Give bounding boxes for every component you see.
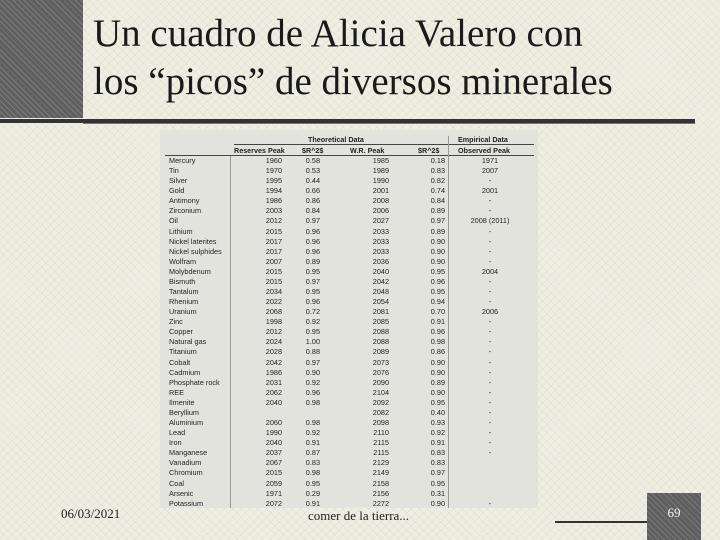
mineral-cell: Lead [169,428,186,438]
reserves-r2-cell: 0.92 [305,377,320,387]
reserves-peak-cell: 1970 [265,166,282,176]
wr-peak-cell: 2054 [372,297,389,307]
observed-peak-cell: 2006 [481,307,499,317]
footer-date: 06/03/2021 [61,506,121,521]
observed-peak-cell: 2008 (2011) [470,216,510,226]
mineral-cell: Wolfram [169,256,197,266]
wr-r2-cell: 0.83 [430,448,445,458]
table-row [160,227,538,237]
reserves-r2-cell: 0.90 [305,367,320,377]
mineral-cell: Ilmenite [169,397,195,407]
footer-text: comer de la tierra... [308,508,410,523]
table-row [160,317,538,327]
wr-peak-cell: 2149 [372,468,389,478]
wr-peak-cell: 2156 [372,488,389,498]
reserves-r2-cell: 0.29 [305,488,320,498]
table-row [160,499,538,508]
col-header-observed-peak: Observed Peak [458,146,510,155]
wr-peak-cell: 2082 [372,407,389,417]
reserves-peak-cell: 2067 [265,458,282,468]
wr-r2-cell: 0.40 [430,407,445,417]
table-row [160,176,538,186]
reserves-peak-cell: 1995 [265,176,282,186]
wr-r2-cell: 0.31 [430,488,445,498]
reserves-peak-cell: 2015 [265,266,282,276]
mineral-cell: Zinc [169,317,183,327]
wr-peak-cell: 2129 [372,458,389,468]
reserves-r2-cell: 0.98 [305,397,320,407]
table-row [160,398,538,408]
table-row [160,186,538,196]
wr-peak-cell: 2076 [372,367,389,377]
reserves-peak-cell: 2012 [265,216,282,226]
wr-r2-cell: 0.90 [430,367,445,377]
reserves-r2-cell: 0.58 [305,156,320,165]
reserves-peak-cell: 1986 [265,367,282,377]
observed-peak-cell: - [488,287,492,297]
observed-peak-cell: - [488,418,492,428]
title-line-2: los “picos” de diversos minerales [93,60,613,103]
table-row [160,237,538,247]
observed-peak-cell: - [488,236,492,246]
wr-peak-cell: 2033 [372,226,389,236]
mineral-cell: Cadmium [169,367,201,377]
wr-peak-cell: 2073 [372,357,389,367]
observed-peak-cell: - [488,196,492,206]
reserves-peak-cell: 2059 [265,478,282,488]
table-row [160,347,538,357]
wr-r2-cell: 0.96 [430,327,445,337]
title-accent-block [0,0,83,118]
wr-peak-cell: 2088 [372,327,389,337]
table-row [160,166,538,176]
reserves-r2-cell: 0.96 [305,246,320,256]
col-header-r2-wr: $R^2$ [418,146,440,155]
reserves-r2-cell: 0.44 [305,176,320,186]
table-row [160,428,538,438]
table-row [160,247,538,257]
wr-r2-cell: 0.90 [430,246,445,256]
wr-r2-cell: 0.94 [430,297,445,307]
wr-peak-cell: 2033 [372,236,389,246]
observed-peak-cell: 2007 [481,166,499,176]
reserves-peak-cell: 2007 [265,256,282,266]
reserves-r2-cell: 0.96 [305,387,320,397]
observed-peak-cell: - [488,206,492,216]
observed-peak-cell: - [488,407,492,417]
table-row [160,438,538,448]
wr-r2-cell: 0.82 [430,176,445,186]
page-number-box [647,493,701,540]
table-row [160,307,538,317]
mineral-cell: Molybdenum [169,266,211,276]
mineral-cell: Tin [169,166,179,176]
reserves-r2-cell: 0.95 [305,266,320,276]
mineral-cell: Silver [169,176,188,186]
reserves-peak-cell: 2012 [265,327,282,337]
reserves-peak-cell: 1990 [265,428,282,438]
observed-peak-cell: - [488,438,492,448]
wr-r2-cell: 0.90 [430,256,445,266]
mineral-cell: Antimony [169,196,200,206]
reserves-peak-cell: 2040 [265,438,282,448]
observed-peak-cell: - [488,176,492,186]
table-row [160,388,538,398]
wr-r2-cell: 0.98 [430,337,445,347]
reserves-r2-cell: 0.86 [305,196,320,206]
mineral-cell: Mercury [169,156,196,165]
table-row [160,468,538,478]
reserves-r2-cell: 0.98 [305,418,320,428]
mineral-cell: Vanadium [169,458,202,468]
minerals-peak-table [160,130,538,508]
wr-peak-cell: 1989 [372,166,389,176]
mineral-cell: Aluminium [169,418,204,428]
reserves-peak-cell: 1998 [265,317,282,327]
mineral-cell: Potassium [169,498,204,508]
reserves-r2-cell: 0.97 [305,357,320,367]
reserves-peak-cell: 2040 [265,397,282,407]
wr-peak-cell: 2089 [372,347,389,357]
wr-peak-cell: 2042 [372,276,389,286]
wr-peak-cell: 2098 [372,418,389,428]
slide-title [93,10,713,106]
mineral-cell: Uranium [169,307,197,317]
wr-r2-cell: 0.89 [430,226,445,236]
observed-peak-cell: 2004 [481,266,499,276]
mineral-cell: Nickel laterites [169,236,217,246]
wr-peak-cell: 2001 [372,186,389,196]
wr-peak-cell: 2092 [372,397,389,407]
mineral-cell: Manganese [169,448,208,458]
wr-peak-cell: 2158 [372,478,389,488]
reserves-r2-cell: 0.92 [305,428,320,438]
table-row [160,287,538,297]
reserves-peak-cell: 2031 [265,377,282,387]
reserves-r2-cell: 0.98 [305,468,320,478]
mineral-cell: Tantalum [169,287,199,297]
table-row [160,257,538,267]
reserves-peak-cell: 2022 [265,297,282,307]
table-row [160,277,538,287]
table-row [160,267,538,277]
reserves-peak-cell: 2072 [265,498,282,508]
reserves-peak-cell: 2015 [265,468,282,478]
reserves-peak-cell: 2028 [265,347,282,357]
reserves-peak-cell: 2062 [265,387,282,397]
wr-peak-cell: 2104 [372,387,389,397]
reserves-r2-cell: 1.00 [305,337,320,347]
reserves-r2-cell: 0.97 [305,276,320,286]
wr-peak-cell: 2272 [372,498,389,508]
wr-r2-cell: 0.90 [430,498,445,508]
observed-peak-cell: - [488,246,492,256]
theoretical-underline [234,144,448,145]
reserves-r2-cell: 0.96 [305,226,320,236]
observed-peak-cell: - [488,327,492,337]
wr-r2-cell: 0.90 [430,387,445,397]
mineral-cell: Arsenic [169,488,194,498]
mineral-cell: Beryllium [169,407,200,417]
wr-r2-cell: 0.74 [430,186,445,196]
reserves-peak-cell: 2015 [265,276,282,286]
wr-peak-cell: 2081 [372,307,389,317]
reserves-r2-cell: 0.89 [305,256,320,266]
wr-peak-cell: 2090 [372,377,389,387]
table-row [160,337,538,347]
wr-r2-cell: 0.86 [430,347,445,357]
mineral-cell: Copper [169,327,193,337]
table-row [160,458,538,468]
wr-r2-cell: 0.93 [430,418,445,428]
wr-peak-cell: 2027 [372,216,389,226]
mineral-cell: Titanium [169,347,197,357]
observed-peak-cell: - [488,347,492,357]
wr-peak-cell: 1985 [372,156,389,165]
wr-peak-cell: 2048 [372,287,389,297]
wr-r2-cell: 0.95 [430,266,445,276]
mineral-cell: Cobalt [169,357,191,367]
wr-r2-cell: 0.92 [430,428,445,438]
mineral-cell: Chromium [169,468,203,478]
col-header-r2-reserves: $R^2$ [302,146,324,155]
mineral-cell: REE [169,387,185,397]
observed-peak-cell: - [488,448,492,458]
reserves-r2-cell: 0.91 [305,498,320,508]
reserves-r2-cell: 0.87 [305,448,320,458]
mineral-cell: Coal [169,478,185,488]
wr-r2-cell: 0.89 [430,206,445,216]
table-row [160,297,538,307]
reserves-r2-cell: 0.95 [305,327,320,337]
title-line-1: Un cuadro de Alicia Valero con [93,12,583,55]
table-row [160,408,538,418]
reserves-r2-cell: 0.53 [305,166,320,176]
mineral-cell: Nickel sulphides [169,246,222,256]
observed-peak-cell: 1971 [481,156,499,165]
empirical-underline [448,144,534,145]
reserves-peak-cell: 1971 [265,488,282,498]
reserves-peak-cell: 2017 [265,246,282,256]
wr-peak-cell: 2040 [372,266,389,276]
wr-r2-cell: 0.18 [430,156,445,165]
table-row [160,378,538,388]
observed-peak-cell: - [488,367,492,377]
wr-r2-cell: 0.83 [430,458,445,468]
wr-r2-cell: 0.89 [430,377,445,387]
observed-peak-cell: - [488,226,492,236]
reserves-peak-cell: 2034 [265,287,282,297]
table-row [160,156,538,166]
observed-peak-cell: - [488,276,492,286]
reserves-peak-cell: 2037 [265,448,282,458]
reserves-peak-cell: 2024 [265,337,282,347]
reserves-r2-cell: 0.72 [305,307,320,317]
wr-r2-cell: 0.90 [430,357,445,367]
wr-r2-cell: 0.91 [430,317,445,327]
title-divider-thin [83,123,695,124]
wr-r2-cell: 0.95 [430,287,445,297]
mineral-cell: Iron [169,438,182,448]
table-row [160,327,538,337]
wr-r2-cell: 0.97 [430,468,445,478]
wr-r2-cell: 0.84 [430,196,445,206]
table-row [160,448,538,458]
table-row [160,358,538,368]
reserves-peak-cell: 2042 [265,357,282,367]
observed-peak-cell: - [488,256,492,266]
wr-r2-cell: 0.83 [430,166,445,176]
wr-peak-cell: 2033 [372,246,389,256]
wr-peak-cell: 2115 [373,448,389,458]
wr-r2-cell: 0.70 [430,307,445,317]
mineral-cell: Natural gas [169,337,207,347]
table-row [160,206,538,216]
reserves-r2-cell: 0.91 [305,438,320,448]
observed-peak-cell: - [488,498,492,508]
reserves-r2-cell: 0.95 [305,287,320,297]
observed-peak-cell: - [488,428,492,438]
mineral-cell: Phosphate rock [169,377,220,387]
group-header-theoretical: Theoretical Data [308,135,364,144]
mineral-cell: Zirconium [169,206,202,216]
wr-peak-cell: 1990 [372,176,389,186]
reserves-r2-cell: 0.92 [305,317,320,327]
observed-peak-cell: - [488,387,492,397]
observed-peak-cell: 2001 [481,186,499,196]
mineral-cell: Lithium [169,226,193,236]
wr-r2-cell: 0.91 [430,438,445,448]
wr-peak-cell: 2110 [373,428,389,438]
page-number: 69 [667,505,681,520]
mineral-cell: Bismuth [169,276,196,286]
reserves-r2-cell: 0.84 [305,206,320,216]
reserves-peak-cell: 1986 [265,196,282,206]
wr-peak-cell: 2115 [373,438,389,448]
observed-peak-cell: - [488,397,492,407]
wr-peak-cell: 2088 [372,337,389,347]
reserves-r2-cell: 0.97 [305,216,320,226]
wr-r2-cell: 0.90 [430,236,445,246]
reserves-peak-cell: 2017 [265,236,282,246]
observed-peak-cell: - [488,317,492,327]
mineral-cell: Rhenium [169,297,199,307]
reserves-r2-cell: 0.83 [305,458,320,468]
mineral-cell: Oil [169,216,178,226]
group-header-empirical: Empirical Data [458,135,508,144]
table-row [160,216,538,226]
table-row [160,196,538,206]
footer-divider [555,521,647,523]
reserves-peak-cell: 2015 [265,226,282,236]
observed-peak-cell: - [488,357,492,367]
table-row [160,479,538,489]
reserves-peak-cell: 1994 [265,186,282,196]
wr-r2-cell: 0.97 [430,216,445,226]
reserves-peak-cell: 2068 [265,307,282,317]
wr-peak-cell: 2008 [372,196,389,206]
reserves-r2-cell: 0.88 [305,347,320,357]
col-header-wr-peak: W.R. Peak [350,146,385,155]
wr-r2-cell: 0.96 [430,276,445,286]
table-row [160,418,538,428]
mineral-cell: Gold [169,186,185,196]
reserves-peak-cell: 2060 [265,418,282,428]
table-body [160,156,538,508]
wr-r2-cell: 0.95 [430,397,445,407]
table-row [160,489,538,499]
reserves-peak-cell: 2003 [265,206,282,216]
wr-peak-cell: 2006 [372,206,389,216]
reserves-peak-cell: 1960 [265,156,282,165]
reserves-r2-cell: 0.96 [305,236,320,246]
wr-peak-cell: 2036 [372,256,389,266]
observed-peak-cell: - [488,377,492,387]
wr-r2-cell: 0.95 [430,478,445,488]
reserves-r2-cell: 0.96 [305,297,320,307]
observed-peak-cell: - [488,337,492,347]
table-row [160,368,538,378]
col-header-reserves-peak: Reserves Peak [234,146,285,155]
reserves-r2-cell: 0.95 [305,478,320,488]
observed-peak-cell: - [488,297,492,307]
wr-peak-cell: 2085 [372,317,389,327]
reserves-r2-cell: 0.66 [305,186,320,196]
